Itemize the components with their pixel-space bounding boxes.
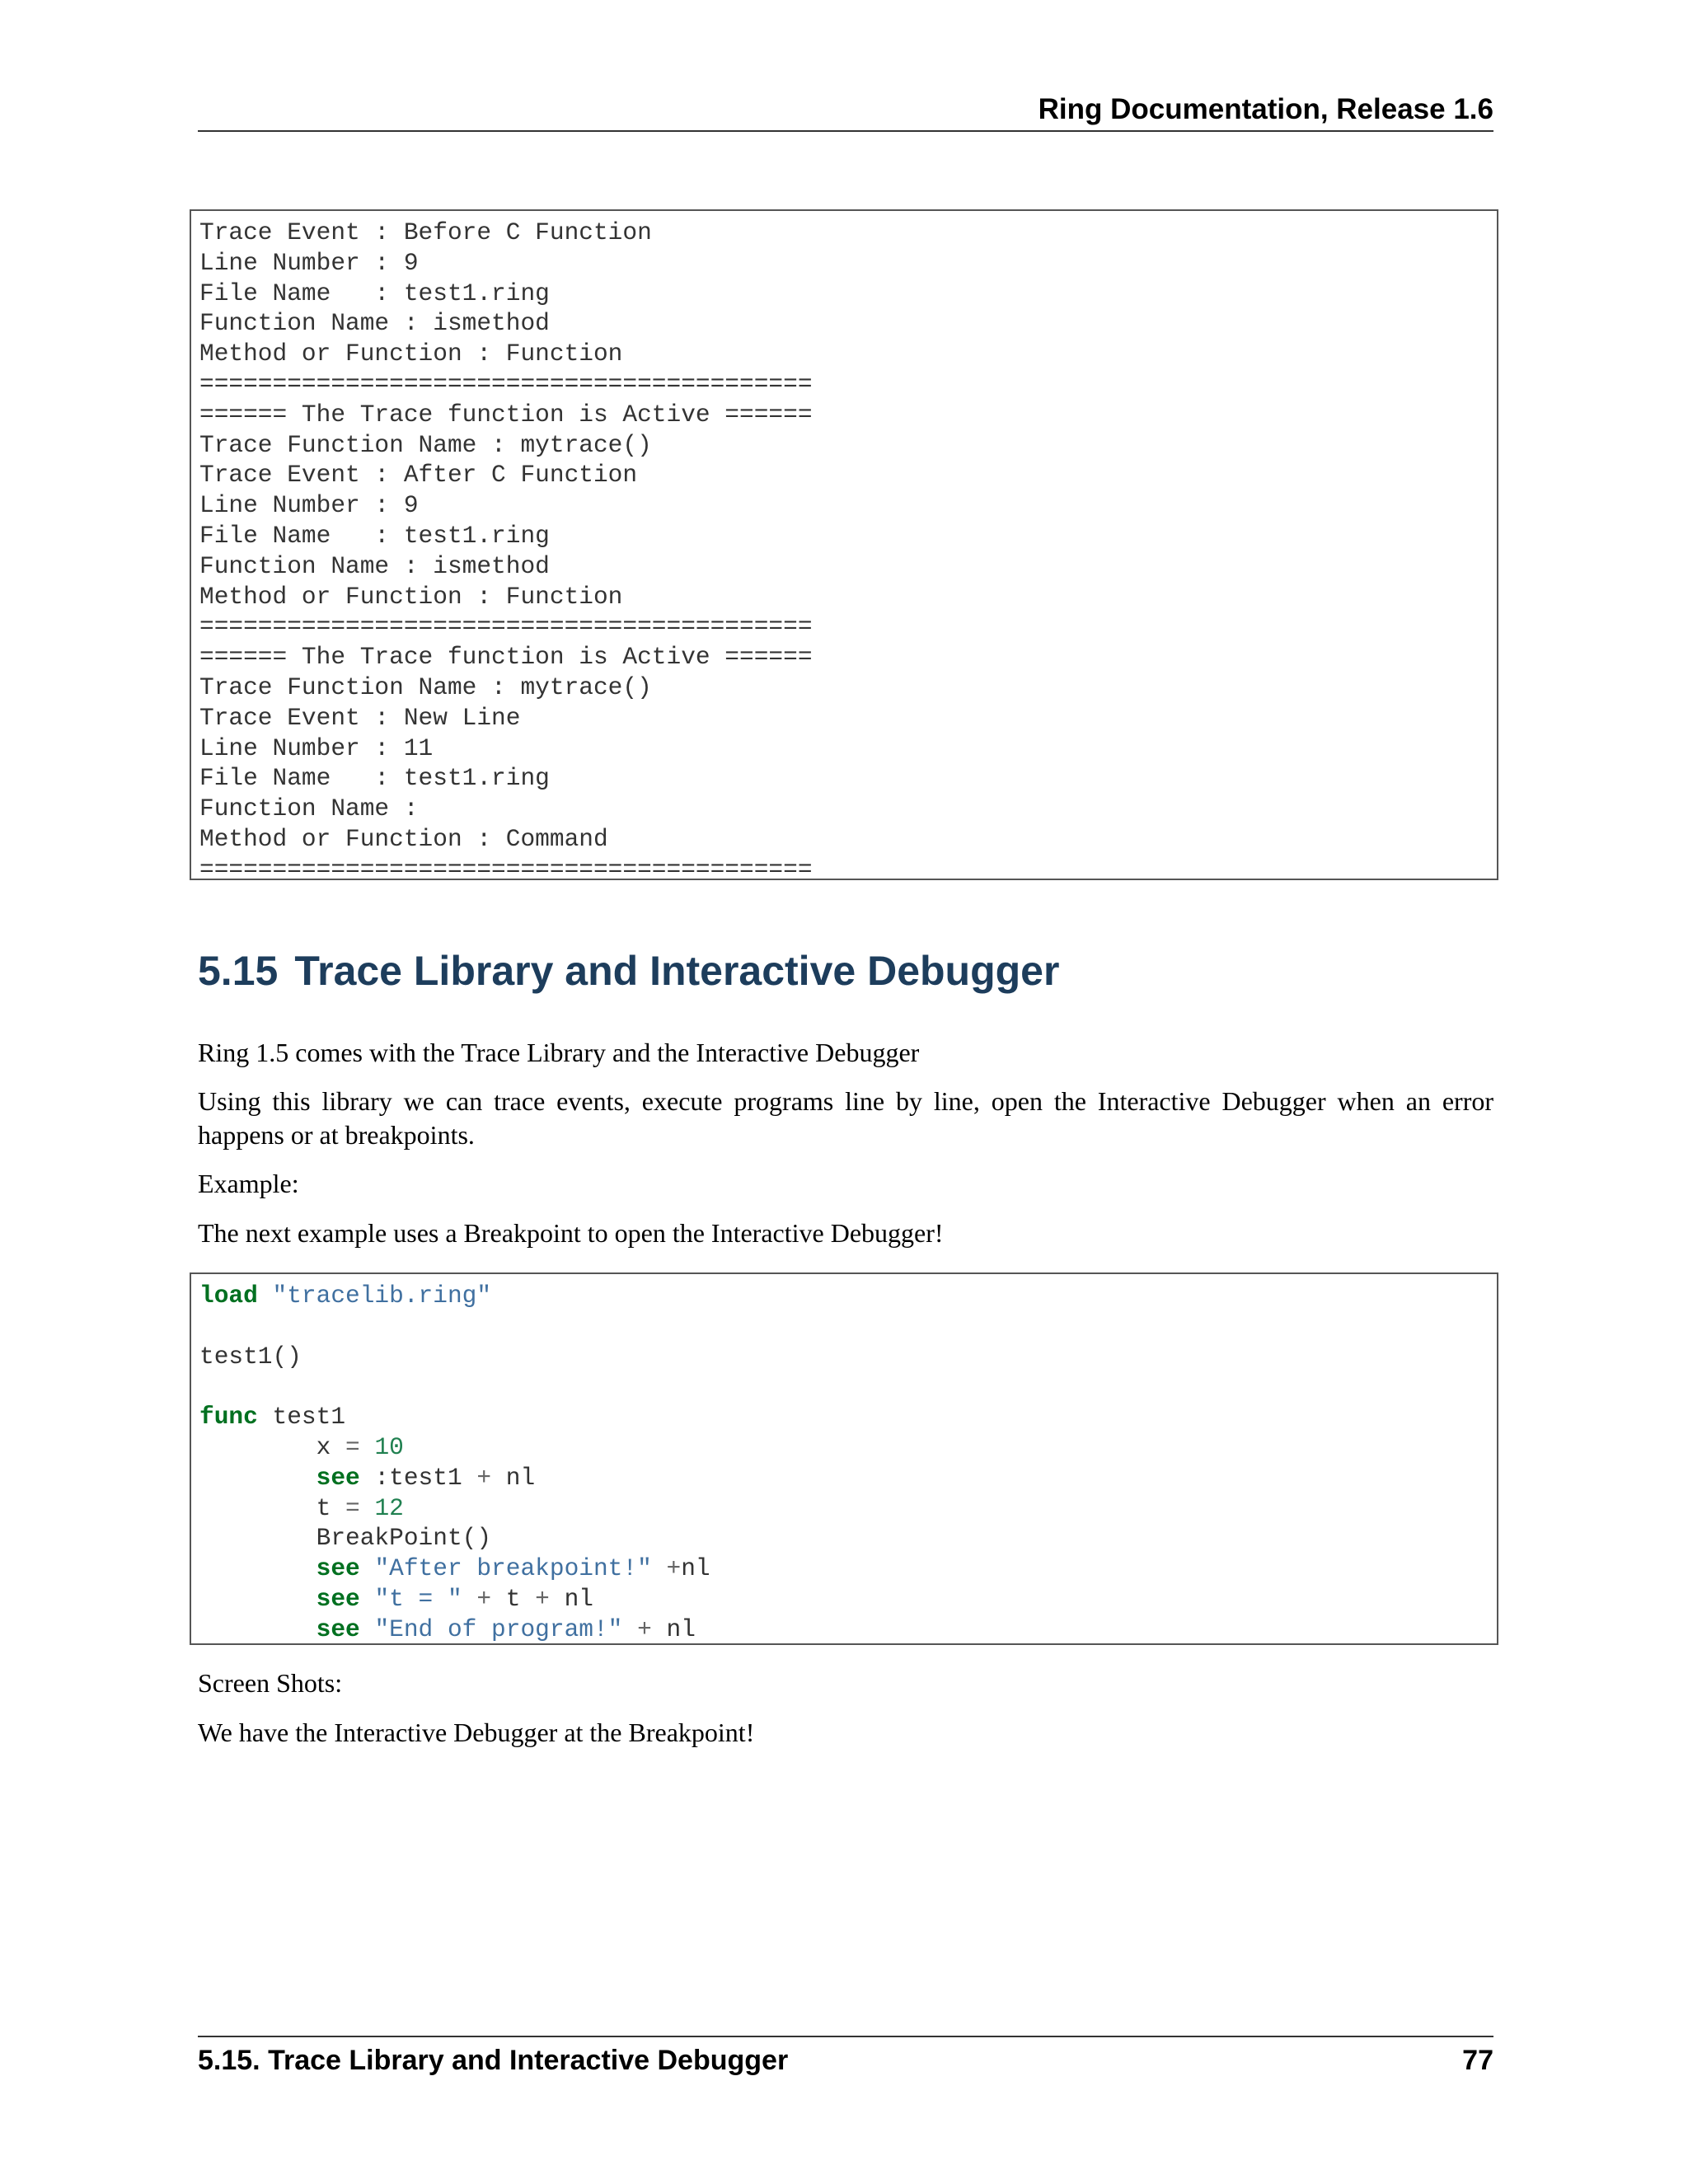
trace-output-line: Method or Function : Function [199,582,623,611]
trace-output-line: Trace Event : New Line [199,703,521,732]
footer-rule [198,2036,1493,2037]
trace-output-line: Trace Event : After C Function [199,461,638,490]
code-token [360,1585,375,1613]
running-header: Ring Documentation, Release 1.6 [1038,93,1493,125]
code-token-op: + [476,1584,492,1613]
code-token: nl [491,1463,536,1492]
header-rule [198,130,1493,132]
code-line [199,1282,491,1310]
trace-output-line: ====== The Trace function is Active ====== [199,643,813,672]
code-token [652,1554,667,1582]
code-token-kw: see [316,1554,360,1583]
code-line [199,1464,535,1492]
code-token-op: = [345,1493,360,1522]
code-line [199,1585,593,1613]
trace-output-line: Function Name : ismethod [199,551,550,580]
code-token: :test1 [359,1463,477,1492]
usage-paragraph: Using this library we can trace events, execute programs line by line, open the Interactive Debugger when an error happens or at breakpoints. [198,1086,1493,1150]
code-token [360,1433,375,1461]
code-token-str: "After breakpoint!" [374,1554,652,1583]
code-token-str: "t = " [374,1584,462,1613]
trace-output-line: Trace Function Name : mytrace() [199,673,652,701]
code-token: t [491,1584,536,1613]
code-token-op: + [637,1615,652,1643]
trace-output-block [190,209,1498,883]
code-token [199,1585,316,1613]
code-token [199,1464,316,1492]
code-token: test1() [199,1342,302,1371]
section-number: 5.15 [198,948,279,994]
code-token: t [199,1493,346,1522]
code-line [199,1343,302,1371]
code-token-num: 10 [374,1432,404,1461]
trace-output-line: Function Name : ismethod [199,309,550,338]
trace-output-line: Line Number : 9 [199,248,419,277]
code-line [199,1433,404,1461]
footer-section-title: 5.15. Trace Library and Interactive Debugger [198,2045,789,2076]
trace-output-line: File Name : test1.ring [199,764,550,793]
code-token-op: + [476,1463,492,1492]
code-token-num: 12 [374,1493,404,1522]
intro-paragraph: Ring 1.5 comes with the Trace Library and the Interactive Debugger [198,1038,920,1067]
screenshots-description: We have the Interactive Debugger at the Breakpoint! [198,1718,755,1747]
code-token: nl [549,1584,593,1613]
trace-output-line: Trace Event : Before C Function [199,218,652,246]
example-description: The next example uses a Breakpoint to open the Interactive Debugger! [198,1218,944,1248]
trace-output-line: Line Number : 11 [199,733,434,762]
section-heading [198,946,1059,996]
trace-output-line: ========================================== [199,369,813,398]
trace-output-line: ========================================== [199,855,813,883]
code-token: nl [651,1615,696,1643]
code-token-op: = [345,1432,360,1461]
code-token: x [199,1432,346,1461]
code-token [622,1615,637,1643]
code-token-kw: func [199,1403,258,1432]
code-token [258,1282,273,1310]
code-line [199,1524,491,1552]
trace-output-line: File Name : test1.ring [199,521,550,550]
example-label: Example: [198,1169,299,1198]
code-token-kw: see [316,1615,360,1643]
trace-output-line: Line Number : 9 [199,491,419,520]
code-line [199,1494,404,1522]
code-token-op: + [535,1584,550,1613]
screenshots-label: Screen Shots: [198,1668,343,1698]
trace-output-line: Function Name : [199,794,419,823]
code-token-str: "tracelib.ring" [272,1282,492,1310]
code-token: test1 [257,1403,346,1432]
code-token [360,1554,375,1582]
code-token-kw: see [316,1463,360,1492]
example-code-block [190,1272,1498,1645]
code-line [199,1554,710,1582]
code-token [462,1585,477,1613]
trace-output-line: ========================================== [199,612,813,641]
trace-output-line: Method or Function : Command [199,824,608,853]
code-token-str: "End of program!" [374,1615,623,1643]
trace-output-text [199,218,1497,885]
code-token [199,1554,316,1582]
code-token-kw: load [199,1282,258,1310]
code-line [199,1403,345,1431]
trace-output-line: Method or Function : Function [199,340,623,368]
code-token: BreakPoint() [199,1524,492,1553]
document-page [198,0,1493,2184]
trace-output-line: ====== The Trace function is Active ====== [199,400,813,429]
example-code-text [199,1281,1497,1645]
code-token [360,1615,375,1643]
code-token [360,1494,375,1522]
trace-output-line: File Name : test1.ring [199,279,550,307]
code-token-op: + [666,1554,682,1583]
code-token [199,1615,316,1643]
section-title: Trace Library and Interactive Debugger [294,948,1060,994]
code-token: nl [681,1554,710,1583]
code-line [199,1615,696,1643]
code-token-kw: see [316,1584,360,1613]
trace-output-line: Trace Function Name : mytrace() [199,430,652,459]
page-number: 77 [1462,2045,1493,2076]
